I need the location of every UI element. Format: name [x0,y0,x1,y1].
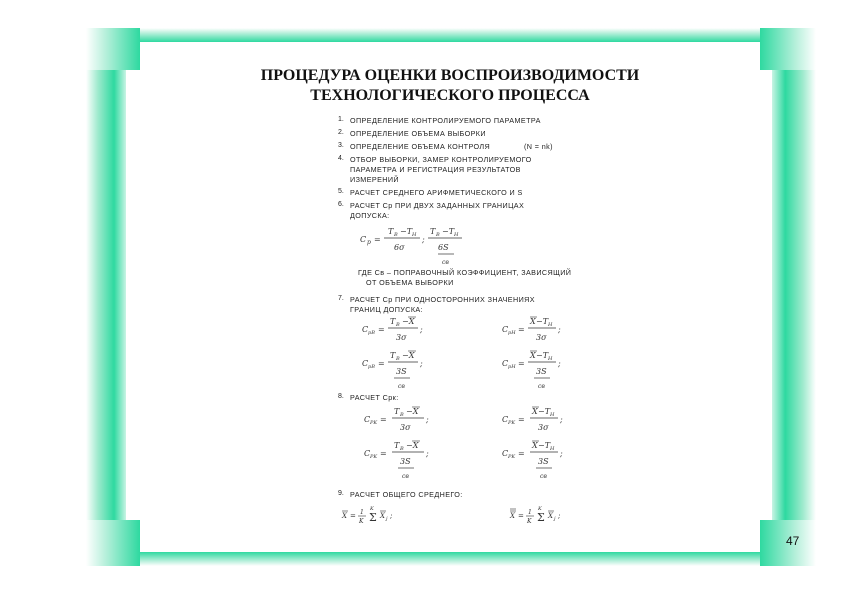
svg-text:j: j [554,516,556,522]
svg-text:C: C [362,359,369,368]
step-number: 9. [338,490,344,497]
svg-text:=: = [378,325,385,334]
svg-text:T: T [388,227,394,236]
svg-text:−X: −X [406,441,419,450]
svg-text:B: B [396,356,400,362]
svg-text:B: B [396,322,400,328]
svg-text:;: ; [558,359,561,368]
svg-text:;: ; [420,325,423,334]
svg-text:=: = [518,415,525,424]
svg-text:H: H [548,356,553,362]
svg-text:PK: PK [370,454,378,460]
svg-text:=: = [380,449,387,458]
svg-text:−X: −X [406,407,419,416]
svg-text:cв: cв [538,383,545,390]
svg-text:B: B [436,232,440,238]
svg-text:3S: 3S [538,457,549,466]
svg-text:C: C [362,325,369,334]
step-3-suffix: (N = nk) [524,142,553,151]
svg-text:H: H [550,446,555,452]
svg-text:−T: −T [536,351,549,360]
svg-text:C: C [502,449,509,458]
svg-text:C: C [502,325,509,334]
svg-text:3S: 3S [400,457,411,466]
note-line-2: ОТ ОБЪЕМА ВЫБОРКИ [366,278,454,287]
note-line-1: ГДЕ Cв – ПОПРАВОЧНЫЙ КОЭФФИЦИЕНТ, ЗАВИСЯЩИЙ [358,268,572,277]
svg-text:6σ: 6σ [394,243,405,252]
svg-text:X: X [510,512,515,520]
page-number: 47 [786,534,800,548]
svg-text:=: = [378,359,385,368]
svg-text:H: H [548,322,553,328]
svg-text:−T: −T [538,441,551,450]
svg-text:pH: pH [508,364,516,370]
svg-text:C: C [364,415,371,424]
svg-text:B: B [394,232,398,238]
step-number: 2. [338,129,344,136]
svg-text:pB: pB [368,330,375,336]
svg-text:C: C [502,359,509,368]
svg-text:−T: −T [442,227,455,236]
step-text: ОПРЕДЕЛЕНИЕ ОБЪЕМА КОНТРОЛЯ [350,142,491,151]
svg-text:Σ: Σ [537,511,545,524]
svg-text:1: 1 [528,509,532,516]
step-number: 6. [338,201,344,208]
svg-text:K: K [527,518,532,525]
svg-text:T: T [394,441,400,450]
svg-text:X: X [532,441,538,450]
step-number: 4. [338,155,344,162]
svg-text:cв: cв [442,259,449,266]
svg-text:T: T [430,227,436,236]
svg-text:3S: 3S [396,367,407,376]
svg-text:H: H [454,232,459,238]
svg-text:=: = [518,449,525,458]
step-number: 3. [338,142,344,149]
svg-text:j: j [386,516,388,522]
frame-top-left-corner [86,28,140,70]
svg-text:PK: PK [508,454,516,460]
svg-text:;: ; [558,325,561,334]
svg-text:cв: cв [402,473,409,480]
svg-text:;: ; [560,449,563,458]
svg-text:=: = [374,235,381,244]
svg-text:−T: −T [400,227,413,236]
svg-text:1: 1 [360,509,364,516]
svg-text:−X: −X [402,317,415,326]
frame-bottom-left-corner [86,520,140,566]
step-text: ОПРЕДЕЛЕНИЕ ОБЪЕМА ВЫБОРКИ [350,129,486,138]
svg-text:K: K [370,506,374,512]
svg-text:3σ: 3σ [536,333,547,342]
frame-bottom-band [140,552,760,566]
svg-text:=: = [518,325,525,334]
svg-text:X: X [530,351,536,360]
svg-text:;: ; [560,415,563,424]
svg-text:=: = [518,359,525,368]
overall-mean-formulas-image [340,502,570,529]
svg-text:H: H [550,412,555,418]
svg-text:3S: 3S [536,367,547,376]
step-text: РАСЧЕТ СРЕДНЕГО АРИФМЕТИЧЕСКОГО И S [350,188,523,197]
svg-text:C: C [502,415,509,424]
frame-left-band [86,70,126,520]
svg-text:C: C [364,449,371,458]
svg-text:X: X [548,512,553,520]
step-number: 5. [338,188,344,195]
procedure-scan [336,112,576,529]
svg-text:Σ: Σ [369,511,377,524]
frame-right-band [772,70,816,520]
step-text: ГРАНИЦ ДОПУСКА: [350,305,424,314]
svg-text:=: = [518,512,524,520]
svg-text:3σ: 3σ [396,333,407,342]
step-number: 1. [338,116,344,123]
svg-text:;: ; [426,415,429,424]
svg-text:X: X [530,317,536,326]
svg-text:;: ; [390,512,393,520]
svg-text:PK: PK [370,420,378,426]
svg-text:=: = [350,512,356,520]
svg-text:B: B [400,446,404,452]
step-text: РАСЧЕТ ОБЩЕГО СРЕДНЕГО: [350,490,463,499]
title-line-1: ПРОЦЕДУРА ОЦЕНКИ ВОСПРОИЗВОДИМОСТИ [260,67,640,84]
svg-text:3σ: 3σ [538,423,549,432]
svg-text:−T: −T [536,317,549,326]
cp-one-sided-formulas-image [360,316,576,394]
svg-text:T: T [390,351,396,360]
svg-text:=: = [380,415,387,424]
frame-top-band [140,28,760,42]
svg-text:pH: pH [508,330,516,336]
svg-text:cв: cв [398,383,405,390]
svg-text:cв: cв [540,473,547,480]
svg-text:K: K [538,506,542,512]
frame-top-right-corner [760,28,816,70]
svg-text:PK: PK [508,420,516,426]
step-text: ПАРАМЕТРА И РЕГИСТРАЦИЯ РЕЗУЛЬТАТОВ [350,165,521,174]
step-text: РАСЧЕТ Cp ПРИ ОДНОСТОРОННИХ ЗНАЧЕНИЯХ [350,295,535,304]
svg-text:−X: −X [402,351,415,360]
step-text: РАСЧЕТ Cp ПРИ ДВУХ ЗАДАННЫХ ГРАНИЦАХ [350,201,525,210]
step-text: ИЗМЕРЕНИЙ [350,175,399,184]
step-text: РАСЧЕТ Cрк: [350,393,399,402]
svg-text:K: K [359,518,364,525]
svg-text:pB: pB [368,364,375,370]
cp-formula-image [358,220,498,268]
svg-text:C: C [360,235,367,244]
svg-text:T: T [394,407,400,416]
svg-text:p: p [367,239,371,246]
svg-text:;: ; [422,235,425,244]
svg-text:3σ: 3σ [400,423,411,432]
svg-text:X: X [380,512,385,520]
svg-text:6S: 6S [438,243,449,252]
svg-text:X: X [532,407,538,416]
title-line-2: ТЕХНОЛОГИЧЕСКОГО ПРОЦЕССА [310,87,590,104]
step-text: ДОПУСКА: [350,211,390,220]
svg-text:−T: −T [538,407,551,416]
cpk-formulas-image [360,404,576,486]
svg-text:;: ; [558,512,561,520]
step-number: 8. [338,393,344,400]
svg-text:;: ; [420,359,423,368]
svg-text:T: T [390,317,396,326]
step-number: 7. [338,295,344,302]
step-text: ОПРЕДЕЛЕНИЕ КОНТРОЛИРУЕМОГО ПАРАМЕТРА [350,116,541,125]
step-text: ОТБОР ВЫБОРКИ, ЗАМЕР КОНТРОЛИРУЕМОГО [350,155,532,164]
svg-text:X: X [342,512,347,520]
svg-text:H: H [412,232,417,238]
svg-text:;: ; [426,449,429,458]
svg-text:B: B [400,412,404,418]
